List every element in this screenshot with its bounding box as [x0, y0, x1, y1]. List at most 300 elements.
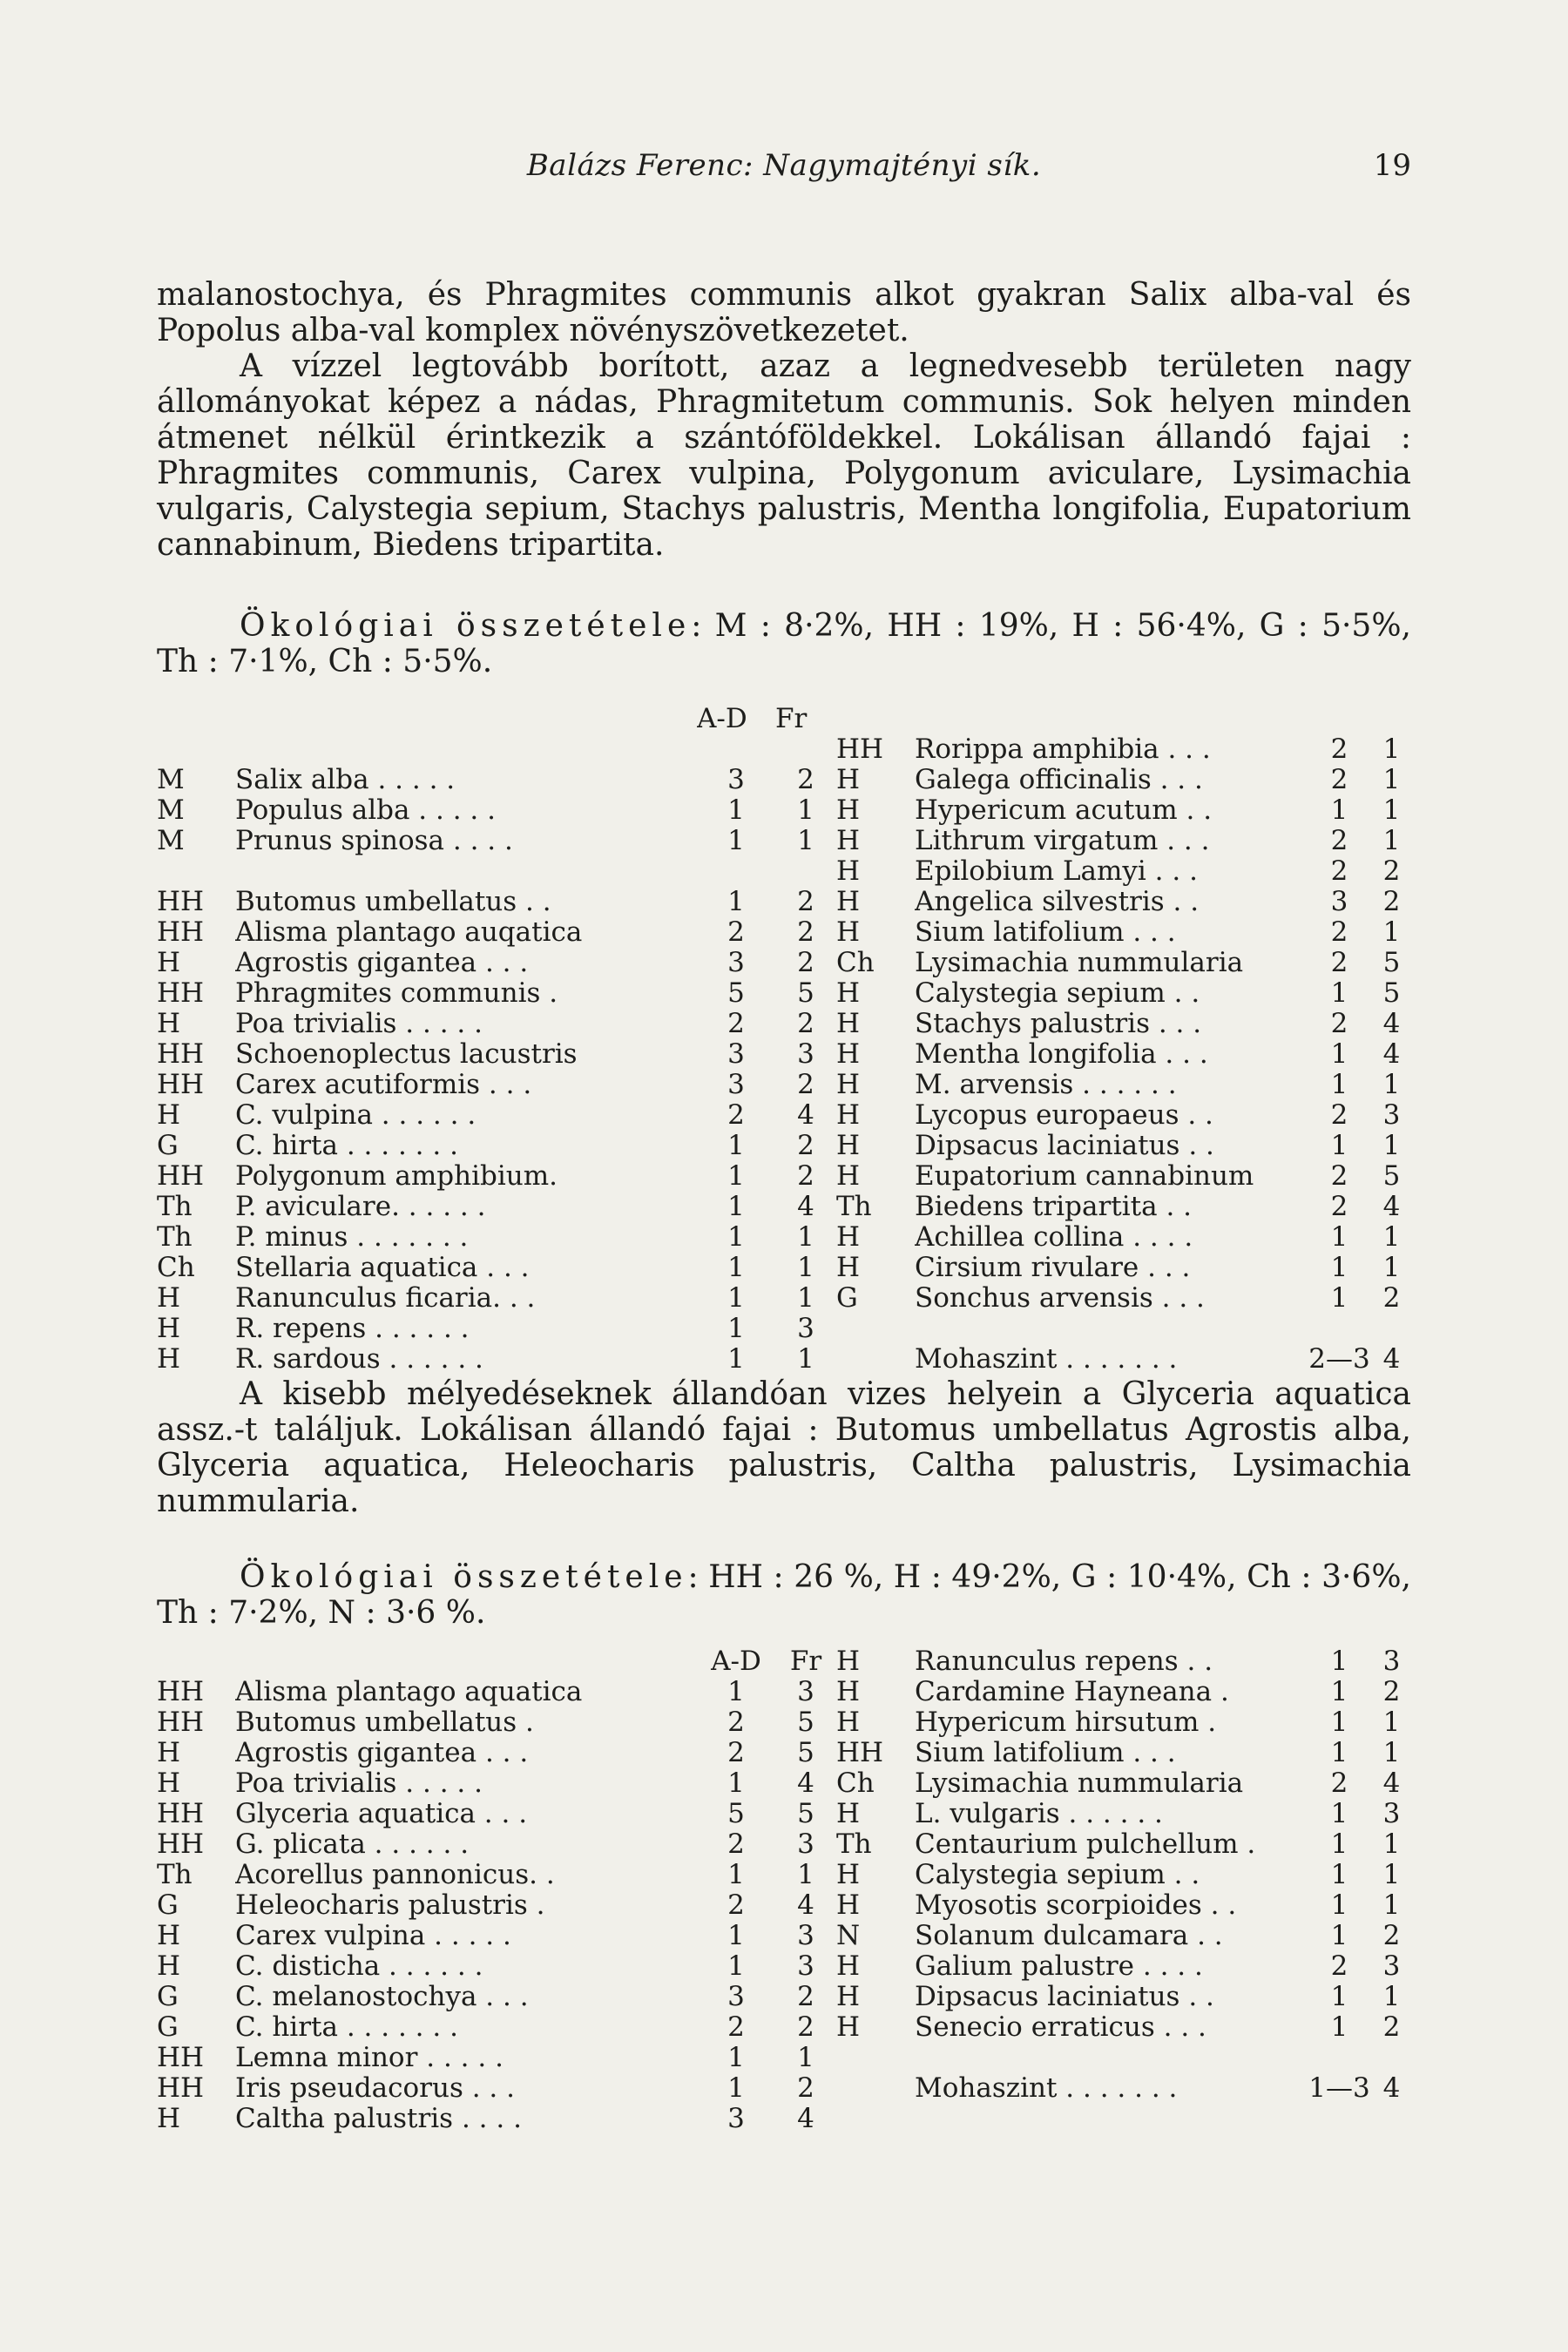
frequency: 1	[1382, 1707, 1401, 1738]
life-form: HH	[157, 978, 205, 1009]
life-form: Th	[157, 1222, 193, 1253]
col-header-ad: A-D	[711, 1646, 761, 1677]
species-name: Carex vulpina . . . . .	[235, 1921, 511, 1951]
life-form: H	[836, 1677, 861, 1707]
species-name: Dipsacus laciniatus . .	[915, 1982, 1214, 2012]
species-name: Schoenoplectus lacustris	[235, 1039, 578, 1070]
life-form: HH	[157, 1799, 205, 1829]
abundance-dominance: 2	[1330, 856, 1348, 887]
life-form: HH	[157, 887, 205, 917]
life-form: G	[836, 1283, 858, 1314]
species-name: Lysimachia nummularia	[915, 1768, 1244, 1799]
frequency: 1	[1382, 1131, 1401, 1161]
table-row	[157, 1344, 1411, 1375]
abundance-dominance: 3	[727, 948, 745, 978]
abundance-dominance: 2	[727, 1738, 745, 1768]
abundance-dominance: 1	[1330, 1677, 1348, 1707]
species-name: Phragmites communis .	[235, 978, 558, 1009]
abundance-dominance: 1—3	[1308, 2073, 1370, 2104]
life-form: HH	[157, 1707, 205, 1738]
table-row	[157, 1707, 1411, 1738]
frequency: 1	[1382, 1860, 1401, 1890]
species-name	[235, 856, 697, 887]
abundance-dominance: 1	[727, 1860, 745, 1890]
frequency: 2	[797, 1070, 814, 1100]
table-row	[157, 1768, 1411, 1799]
abundance-dominance: 2	[727, 2012, 745, 2043]
table-row	[157, 795, 1411, 826]
frequency: 1	[1382, 1070, 1401, 1100]
abundance-dominance: 3	[1330, 887, 1348, 917]
abundance-dominance: 1	[1330, 1222, 1348, 1253]
frequency: 2	[1382, 1677, 1401, 1707]
species-name: Polygonum amphibium.	[235, 1161, 558, 1192]
life-form: H	[157, 1951, 181, 1982]
species-name: Epilobium Lamyi . . .	[915, 856, 1198, 887]
abundance-dominance: 1	[1330, 1982, 1348, 2012]
species-name: C. melanostochya . . .	[235, 1982, 529, 2012]
paragraph-reed-community: A vízzel legtovább borított, azaz a legnedvesebb területen nagy állományokat képez a nádas, Phragmitetum communis. Sok helyen minden átmenet nélkül érintkezik a szántóföldekkel. Lokálisan állandó fajai : Phragmites communis, Carex vulpina, Polygonum aviculare, Lysimachia vulgaris, Calystegia sepium, Stachys palustris, Mentha longifolia, Eupatorium cannabinum, Biedens tripartita.	[157, 348, 1411, 563]
life-form: H	[836, 856, 861, 887]
frequency: 4	[797, 1192, 814, 1222]
abundance-dominance: 1	[727, 1768, 745, 1799]
life-form: H	[836, 795, 861, 826]
frequency: 2	[797, 887, 814, 917]
life-form: H	[157, 1768, 181, 1799]
abundance-dominance: 2	[727, 1100, 745, 1131]
frequency	[1372, 2043, 1411, 2073]
species-name: Heleocharis palustris .	[235, 1890, 545, 1921]
frequency: 1	[1382, 795, 1401, 826]
species-name: Solanum dulcamara . .	[915, 1921, 1223, 1951]
life-form	[157, 734, 235, 765]
species-name: Sium latifolium . . .	[915, 917, 1176, 948]
abundance-dominance	[1307, 2104, 1372, 2134]
frequency: 3	[797, 1677, 814, 1707]
life-form: M	[157, 826, 185, 856]
abundance-dominance: 1	[727, 1921, 745, 1951]
abundance-dominance: 1	[727, 1192, 745, 1222]
table-header-row	[157, 704, 1411, 734]
species-name: Achillea collina . . . .	[915, 1222, 1193, 1253]
frequency: 3	[797, 1921, 814, 1951]
species-name	[915, 1314, 1307, 1344]
table-row	[157, 765, 1411, 795]
species-name: Populus alba . . . . .	[235, 795, 496, 826]
frequency	[775, 734, 836, 765]
frequency: 5	[797, 978, 814, 1009]
abundance-dominance: 1	[1330, 978, 1348, 1009]
species-name: C. hirta . . . . . . .	[235, 1131, 458, 1161]
frequency: 3	[1382, 1951, 1401, 1982]
table-row	[157, 826, 1411, 856]
species-name: Lithrum virgatum . . .	[915, 826, 1210, 856]
life-form: H	[836, 826, 861, 856]
frequency: 2	[1382, 1283, 1401, 1314]
species-name: Prunus spinosa . . . .	[235, 826, 513, 856]
life-form: H	[836, 1222, 861, 1253]
abundance-dominance: 2	[727, 1829, 745, 1860]
life-form: H	[836, 1799, 861, 1829]
species-name: G. plicata . . . . . .	[235, 1829, 470, 1860]
life-form: Ch	[836, 948, 875, 978]
frequency: 4	[797, 1890, 814, 1921]
abundance-dominance: 1	[1330, 1646, 1348, 1677]
life-form: HH	[157, 2073, 205, 2104]
life-form: HH	[157, 1039, 205, 1070]
abundance-dominance: 2	[1330, 1951, 1348, 1982]
species-name: Agrostis gigantea . . .	[235, 1738, 529, 1768]
species-name: Glyceria aquatica . . .	[235, 1799, 528, 1829]
table-row	[157, 1677, 1411, 1707]
ecological-composition-2	[157, 1559, 1411, 1631]
species-name: Caltha palustris . . . .	[235, 2104, 522, 2134]
life-form: H	[836, 1131, 861, 1161]
life-form: Th	[836, 1192, 872, 1222]
frequency: 5	[797, 1799, 814, 1829]
life-form: H	[836, 1890, 861, 1921]
species-name: Mentha longifolia . . .	[915, 1039, 1208, 1070]
frequency: 1	[1382, 734, 1401, 765]
frequency: 1	[1382, 1253, 1401, 1283]
frequency: 2	[1382, 1921, 1401, 1951]
table-row	[157, 1222, 1411, 1253]
species-name: Galega officinalis . . .	[915, 765, 1203, 795]
frequency: 1	[797, 1283, 814, 1314]
frequency: 1	[1382, 1829, 1401, 1860]
abundance-dominance: 1	[1330, 1860, 1348, 1890]
species-name: Butomus umbellatus . .	[235, 887, 551, 917]
table-row	[157, 1100, 1411, 1131]
species-name: Lysimachia nummularia	[915, 948, 1244, 978]
frequency: 5	[797, 1707, 814, 1738]
frequency: 5	[1382, 978, 1401, 1009]
frequency: 4	[1382, 1768, 1401, 1799]
abundance-dominance: 2	[727, 1009, 745, 1039]
abundance-dominance: 1	[727, 2073, 745, 2104]
life-form: G	[157, 2012, 179, 2043]
frequency: 1	[797, 1222, 814, 1253]
life-form: Th	[157, 1192, 193, 1222]
table-row	[157, 948, 1411, 978]
life-form: N	[836, 1921, 861, 1951]
life-form: H	[157, 1283, 181, 1314]
frequency: 4	[1382, 2073, 1401, 2104]
frequency: 1	[797, 1253, 814, 1283]
abundance-dominance: 3	[727, 1070, 745, 1100]
life-form: H	[836, 1039, 861, 1070]
species-name: Agrostis gigantea . . .	[235, 948, 529, 978]
frequency: 3	[797, 1951, 814, 1982]
life-form: H	[836, 978, 861, 1009]
species-name: Cardamine Hayneana .	[915, 1677, 1229, 1707]
abundance-dominance: 1	[727, 887, 745, 917]
frequency: 2	[797, 2073, 814, 2104]
table-row	[157, 1283, 1411, 1314]
table-row	[157, 1738, 1411, 1768]
frequency: 4	[797, 2104, 814, 2134]
life-form: HH	[157, 1829, 205, 1860]
abundance-dominance: 2	[1330, 1768, 1348, 1799]
life-form: H	[836, 917, 861, 948]
species-name: Ranunculus repens . .	[915, 1646, 1213, 1677]
abundance-dominance: 2	[1330, 765, 1348, 795]
species-name: Acorellus pannonicus. .	[235, 1860, 555, 1890]
table-row	[157, 1253, 1411, 1283]
frequency: 4	[1382, 1039, 1401, 1070]
species-name: Salix alba . . . . .	[235, 765, 456, 795]
frequency: 5	[1382, 948, 1401, 978]
abundance-dominance: 1	[1330, 1890, 1348, 1921]
abundance-dominance: 2	[727, 1890, 745, 1921]
species-name: Sonchus arvensis . . .	[915, 1283, 1205, 1314]
abundance-dominance: 2	[1330, 1009, 1348, 1039]
life-form	[836, 2073, 915, 2104]
life-form: HH	[157, 1161, 205, 1192]
table-row	[157, 2104, 1411, 2134]
life-form: H	[836, 1951, 861, 1982]
frequency: 2	[797, 1131, 814, 1161]
frequency: 1	[1382, 826, 1401, 856]
abundance-dominance: 1	[727, 1253, 745, 1283]
frequency: 1	[1382, 765, 1401, 795]
abundance-dominance: 1	[727, 1131, 745, 1161]
species-name: Galium palustre . . . .	[915, 1951, 1203, 1982]
abundance-dominance: 2—3	[1308, 1344, 1370, 1375]
frequency: 3	[797, 1314, 814, 1344]
frequency: 5	[1382, 1161, 1401, 1192]
life-form	[157, 856, 235, 887]
life-form: G	[157, 1890, 179, 1921]
table-row	[157, 2043, 1411, 2073]
table-row	[157, 1951, 1411, 1982]
abundance-dominance: 5	[727, 978, 745, 1009]
species-table-2	[157, 1646, 1411, 2134]
frequency: 1	[1382, 1890, 1401, 1921]
species-name: Rorippa amphibia . . .	[915, 734, 1211, 765]
frequency: 3	[1382, 1100, 1401, 1131]
species-name: Butomus umbellatus .	[235, 1707, 534, 1738]
life-form: H	[157, 1921, 181, 1951]
frequency: 2	[797, 948, 814, 978]
life-form: H	[836, 887, 861, 917]
abundance-dominance: 2	[1330, 1192, 1348, 1222]
abundance-dominance: 1	[727, 795, 745, 826]
frequency	[775, 856, 836, 887]
frequency: 2	[1382, 887, 1401, 917]
frequency	[1372, 1314, 1411, 1344]
frequency: 2	[797, 2012, 814, 2043]
species-name: L. vulgaris . . . . . .	[915, 1799, 1163, 1829]
species-name: P. aviculare. . . . . .	[235, 1192, 486, 1222]
frequency: 4	[1382, 1192, 1401, 1222]
species-name: Lemna minor . . . . .	[235, 2043, 504, 2073]
table-row	[157, 1982, 1411, 2012]
species-table-1	[157, 704, 1411, 1375]
species-name: Eupatorium cannabinum	[915, 1161, 1254, 1192]
species-name	[915, 2104, 1307, 2134]
life-form: H	[836, 765, 861, 795]
species-name: M. arvensis . . . . . .	[915, 1070, 1177, 1100]
frequency: 4	[1382, 1344, 1401, 1375]
life-form: H	[836, 1009, 861, 1039]
life-form: H	[157, 2104, 181, 2134]
abundance-dominance: 2	[727, 1707, 745, 1738]
abundance-dominance: 2	[1330, 948, 1348, 978]
species-name: Poa trivialis . . . . .	[235, 1009, 483, 1039]
species-name: C. vulpina . . . . . .	[235, 1100, 476, 1131]
species-name: Calystegia sepium . .	[915, 1860, 1200, 1890]
table-row	[157, 1131, 1411, 1161]
col-header-ad: A-D	[697, 704, 747, 734]
life-form: H	[157, 1314, 181, 1344]
table-row	[157, 2012, 1411, 2043]
species-name: Senecio erraticus . . .	[915, 2012, 1206, 2043]
abundance-dominance: 1	[727, 826, 745, 856]
species-name: Angelica silvestris . .	[915, 887, 1200, 917]
table-row	[157, 1829, 1411, 1860]
life-form: HH	[157, 1070, 205, 1100]
life-form: H	[157, 1100, 181, 1131]
abundance-dominance: 3	[727, 2104, 745, 2134]
frequency	[1372, 2104, 1411, 2134]
table-row	[157, 2073, 1411, 2104]
frequency: 2	[797, 917, 814, 948]
life-form	[836, 2104, 915, 2134]
table-row	[157, 734, 1411, 765]
abundance-dominance: 1	[1330, 1829, 1348, 1860]
species-name	[235, 1646, 697, 1677]
table-row	[157, 1070, 1411, 1100]
species-name: C. disticha . . . . . .	[235, 1951, 483, 1982]
eco-label: Ökológiai összetétele	[240, 1559, 688, 1595]
frequency: 1	[797, 1344, 814, 1375]
life-form: H	[836, 1646, 861, 1677]
frequency: 1	[797, 1860, 814, 1890]
species-name: Myosotis scorpioides . .	[915, 1890, 1237, 1921]
frequency: 2	[1382, 2012, 1401, 2043]
life-form: H	[836, 1707, 861, 1738]
table-row	[157, 1039, 1411, 1070]
abundance-dominance: 2	[1330, 917, 1348, 948]
life-form: Ch	[157, 1253, 195, 1283]
abundance-dominance: 1	[1330, 1039, 1348, 1070]
frequency: 5	[797, 1738, 814, 1768]
eco-values: : M : 8·2%, HH : 19%, H : 56·4%, G : 5·5%, Th : 7·1%, Ch : 5·5%.	[157, 608, 1411, 679]
abundance-dominance: 1	[727, 1677, 745, 1707]
abundance-dominance: 1	[1330, 1131, 1348, 1161]
species-name: Alisma plantago auqatica	[235, 917, 583, 948]
life-form: Th	[836, 1829, 872, 1860]
table-row	[157, 1314, 1411, 1344]
frequency: 1	[1382, 1222, 1401, 1253]
species-name: Cirsium rivulare . . .	[915, 1253, 1191, 1283]
eco-label: Ökológiai összetétele	[240, 608, 692, 644]
abundance-dominance: 3	[727, 1982, 745, 2012]
frequency: 1	[1382, 1738, 1401, 1768]
life-form: Th	[157, 1860, 193, 1890]
table-row	[157, 1890, 1411, 1921]
abundance-dominance: 1	[727, 2043, 745, 2073]
life-form	[836, 1314, 915, 1344]
abundance-dominance: 1	[1330, 1253, 1348, 1283]
abundance-dominance: 1	[727, 1222, 745, 1253]
table-row	[157, 1161, 1411, 1192]
page-header	[0, 148, 1568, 200]
table-row	[157, 1860, 1411, 1890]
frequency: 2	[797, 765, 814, 795]
life-form: H	[836, 1982, 861, 2012]
life-form: M	[157, 795, 185, 826]
abundance-dominance: 1	[727, 1283, 745, 1314]
species-name: R. sardous . . . . . .	[235, 1344, 483, 1375]
table-row	[157, 978, 1411, 1009]
species-name	[915, 2043, 1307, 2073]
abundance-dominance: 1	[1330, 1738, 1348, 1768]
abundance-dominance: 3	[727, 1039, 745, 1070]
species-name	[235, 734, 697, 765]
table-row	[157, 1192, 1411, 1222]
life-form: H	[836, 1253, 861, 1283]
paragraph-intro: malanostochya, és Phragmites communis alkot gyakran Salix alba-val és Popolus alba-val komplex növényszövetkezetet.	[157, 277, 1411, 348]
table-row	[157, 1646, 1411, 1677]
abundance-dominance: 1	[1330, 795, 1348, 826]
life-form: H	[836, 1070, 861, 1100]
abundance-dominance: 1	[727, 1951, 745, 1982]
table-row	[157, 1921, 1411, 1951]
species-name: P. minus . . . . . . .	[235, 1222, 469, 1253]
abundance-dominance: 5	[727, 1799, 745, 1829]
life-form: H	[157, 1009, 181, 1039]
abundance-dominance: 2	[1330, 826, 1348, 856]
frequency: 3	[1382, 1799, 1401, 1829]
frequency: 4	[797, 1768, 814, 1799]
eco-values: : HH : 26 %, H : 49·2%, G : 10·4%, Ch : 3·6%, Th : 7·2%, N : 3·6 %.	[157, 1559, 1411, 1631]
abundance-dominance: 2	[1330, 734, 1348, 765]
life-form	[836, 2043, 915, 2073]
species-name: Hypericum hirsutum .	[915, 1707, 1217, 1738]
abundance-dominance: 1	[1330, 1283, 1348, 1314]
species-name: Alisma plantago aquatica	[235, 1677, 583, 1707]
species-name: Calystegia sepium . .	[915, 978, 1200, 1009]
life-form: H	[157, 948, 181, 978]
ecological-composition-1	[157, 608, 1411, 679]
frequency: 2	[797, 1161, 814, 1192]
species-name: Biedens tripartita . .	[915, 1192, 1193, 1222]
species-name: Ranunculus ficaria. . .	[235, 1283, 536, 1314]
table-row	[157, 917, 1411, 948]
species-name: Stellaria aquatica . . .	[235, 1253, 530, 1283]
frequency: 3	[797, 1829, 814, 1860]
species-name: Carex acutiformis . . .	[235, 1070, 532, 1100]
table-row	[157, 887, 1411, 917]
abundance-dominance: 1	[1330, 2012, 1348, 2043]
abundance-dominance	[697, 856, 775, 887]
abundance-dominance: 3	[727, 765, 745, 795]
life-form: H	[157, 1344, 181, 1375]
table-row	[157, 1009, 1411, 1039]
life-form: G	[157, 1131, 179, 1161]
frequency: 1	[1382, 917, 1401, 948]
frequency: 1	[797, 826, 814, 856]
life-form: HH	[157, 917, 205, 948]
abundance-dominance: 1	[1330, 1921, 1348, 1951]
frequency: 2	[797, 1982, 814, 2012]
species-name: Sium latifolium . . .	[915, 1738, 1176, 1768]
life-form: M	[157, 765, 185, 795]
frequency: 3	[1382, 1646, 1401, 1677]
abundance-dominance: 1	[727, 1344, 745, 1375]
